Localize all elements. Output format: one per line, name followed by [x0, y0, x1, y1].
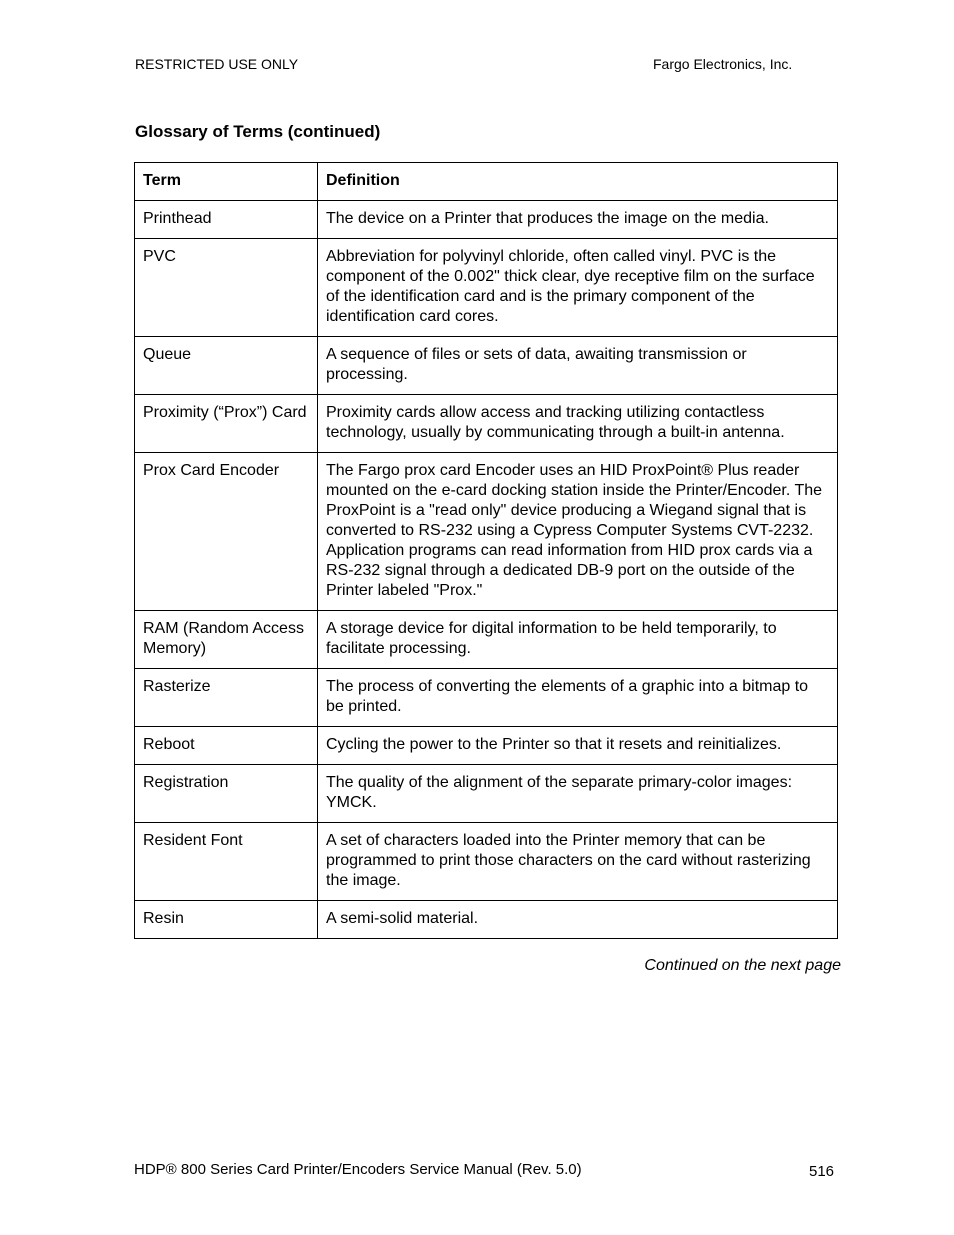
continued-note: Continued on the next page: [644, 957, 841, 974]
term-cell: Queue: [135, 337, 318, 395]
definition-cell: The device on a Printer that produces the image on the media.: [318, 201, 838, 239]
definition-cell: The process of converting the elements of a graphic into a bitmap to be printed.: [318, 669, 838, 727]
term-cell: Registration: [135, 765, 318, 823]
footer-manual-title: HDP® 800 Series Card Printer/Encoders Service Manual (Rev. 5.0): [134, 1161, 582, 1178]
definition-cell: A sequence of files or sets of data, awaiting transmission or processing.: [318, 337, 838, 395]
definition-cell: A semi-solid material.: [318, 901, 838, 939]
table-row: [135, 453, 838, 611]
definition-cell: Abbreviation for polyvinyl chloride, often called vinyl. PVC is the component of the 0.002" thick clear, dye receptive film on the surface of the identification card and is the primary component of the identification card cores.: [318, 239, 838, 337]
table-row: [135, 239, 838, 337]
header-company-name: Fargo Electronics, Inc.: [653, 56, 793, 72]
term-cell: Proximity (“Prox”) Card: [135, 395, 318, 453]
table-row: [135, 337, 838, 395]
term-cell: Resin: [135, 901, 318, 939]
definition-cell: The Fargo prox card Encoder uses an HID ProxPoint® Plus reader mounted on the e-card docking station inside the Printer/Encoder. The ProxPoint is a "read only" device producing a Wiegand signal that is converted to RS-232 using a Cypress Computer Systems CVT-2232. Application programs can read information from HID prox cards via a RS-232 signal through a dedicated DB-9 port on the outside of the Printer labeled "Prox.": [318, 453, 838, 611]
term-cell: Rasterize: [135, 669, 318, 727]
column-header-definition: Definition: [318, 163, 838, 201]
column-header-term: Term: [135, 163, 318, 201]
term-cell: RAM (Random Access Memory): [135, 611, 318, 669]
table-row: [135, 727, 838, 765]
definition-cell: The quality of the alignment of the separate primary-color images: YMCK.: [318, 765, 838, 823]
table-row: [135, 823, 838, 901]
definition-cell: A set of characters loaded into the Printer memory that can be programmed to print those characters on the card without rasterizing the image.: [318, 823, 838, 901]
definition-cell: Cycling the power to the Printer so that it resets and reinitializes.: [318, 727, 838, 765]
table-row: [135, 611, 838, 669]
term-cell: Printhead: [135, 201, 318, 239]
table-row: [135, 395, 838, 453]
table-row: [135, 901, 838, 939]
page-number: 516: [809, 1163, 835, 1180]
definition-cell: A storage device for digital information to be held temporarily, to facilitate processing.: [318, 611, 838, 669]
table-header-row: [135, 163, 838, 201]
page-title: Glossary of Terms (continued): [135, 122, 381, 141]
term-cell: Resident Font: [135, 823, 318, 901]
definition-cell: Proximity cards allow access and tracking utilizing contactless technology, usually by communicating through a built-in antenna.: [318, 395, 838, 453]
term-cell: Prox Card Encoder: [135, 453, 318, 611]
term-cell: Reboot: [135, 727, 318, 765]
term-cell: PVC: [135, 239, 318, 337]
table-row: [135, 765, 838, 823]
glossary-table: [134, 162, 838, 939]
table-row: [135, 201, 838, 239]
header-restricted-notice: RESTRICTED USE ONLY: [135, 56, 299, 72]
table-row: [135, 669, 838, 727]
